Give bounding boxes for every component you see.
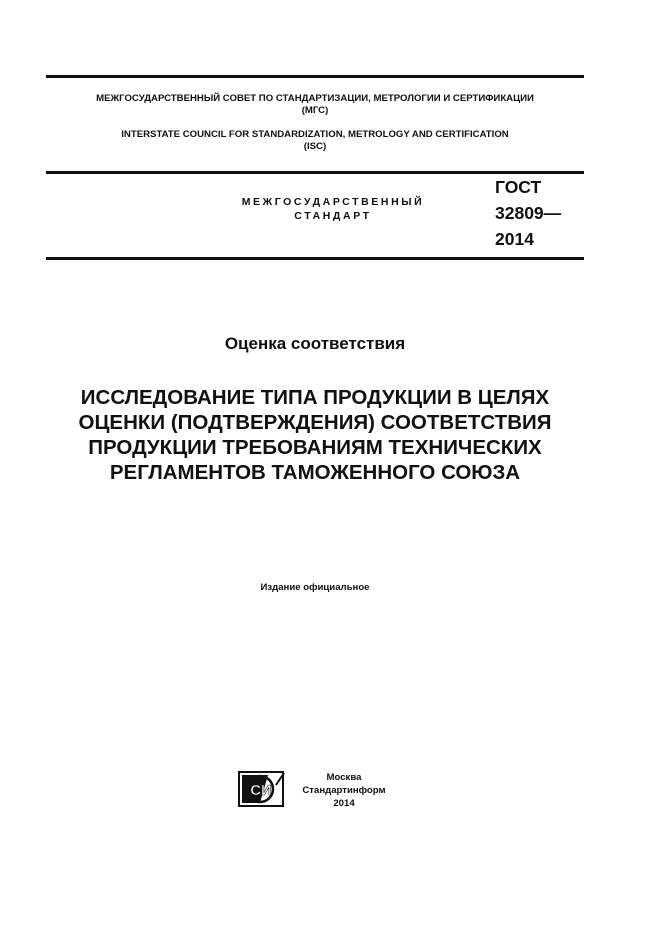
publisher-block [292, 771, 396, 810]
standard-code-prefix: ГОСТ [495, 177, 542, 197]
standard-code-year: 2014 [495, 229, 534, 249]
council-abbr-ru: (МГС) [301, 105, 329, 116]
document-subject: Оценка соответствия [224, 334, 406, 353]
bottom-divider [46, 257, 584, 260]
document-title [46, 385, 584, 485]
council-name-en [46, 129, 584, 153]
edition-note: Издание официальное [260, 582, 370, 593]
council-abbr-en: (ISC) [303, 141, 327, 152]
title-line: ИССЛЕДОВАНИЕ ТИПА ПРОДУКЦИИ В ЦЕЛЯХ [80, 386, 550, 409]
publisher-city: Москва [326, 772, 362, 783]
standard-type-line-2: СТАНДАРТ [294, 210, 372, 222]
title-line: РЕГЛАМЕНТОВ ТАМОЖЕННОГО СОЮЗА [109, 461, 521, 484]
standard-code-number: 32809— [495, 203, 562, 223]
standard-type [206, 195, 460, 223]
standartinform-logo-icon [238, 771, 286, 807]
title-line: ПРОДУКЦИИ ТРЕБОВАНИЯМ ТЕХНИЧЕСКИХ [88, 436, 542, 459]
council-name-en-line: INTERSTATE COUNCIL FOR STANDARDIZATION, METROLOGY AND CERTIFICATION [121, 129, 509, 140]
top-divider [46, 75, 584, 78]
publisher-name: Стандартинформ [302, 785, 386, 796]
council-name-ru [46, 93, 584, 117]
logo-lettering: СИ [250, 782, 272, 799]
title-line: ОЦЕНКИ (ПОДТВЕРЖДЕНИЯ) СООТВЕТСТВИЯ [78, 411, 552, 434]
standard-type-line-1: МЕЖГОСУДАРСТВЕННЫЙ [241, 196, 425, 208]
council-name-ru-line: МЕЖГОСУДАРСТВЕННЫЙ СОВЕТ ПО СТАНДАРТИЗАЦИИ, МЕТРОЛОГИИ И СЕРТИФИКАЦИИ [96, 93, 534, 104]
publisher-year: 2014 [333, 798, 355, 809]
standard-code [495, 174, 561, 252]
